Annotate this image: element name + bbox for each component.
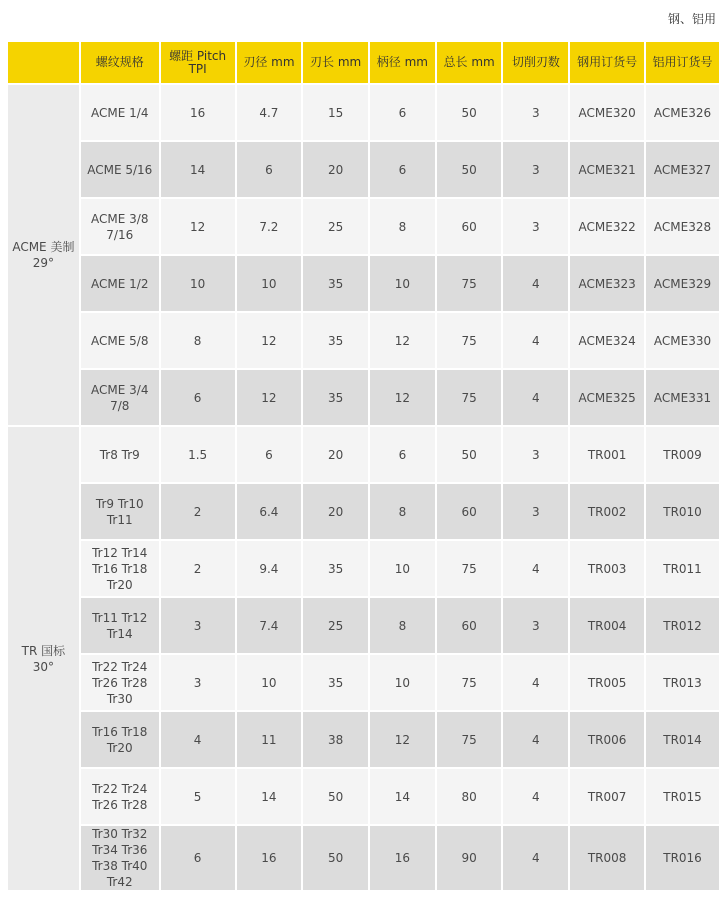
table-row bbox=[8, 826, 719, 890]
header-pitch: 螺距 Pitch TPI bbox=[161, 42, 235, 83]
pitch-cell: 3 bbox=[161, 598, 235, 653]
shank-diameter-cell: 8 bbox=[370, 199, 435, 254]
pitch-cell: 8 bbox=[161, 313, 235, 368]
thread-spec-cell: ACME 1/2 bbox=[81, 256, 159, 311]
shank-diameter-cell: 12 bbox=[370, 712, 435, 767]
table-row bbox=[8, 370, 719, 425]
total-length-cell: 50 bbox=[437, 85, 502, 140]
cutting-length-cell: 50 bbox=[303, 826, 368, 890]
aluminum-order-cell: ACME330 bbox=[646, 313, 719, 368]
table-row bbox=[8, 313, 719, 368]
table-row bbox=[8, 541, 719, 596]
total-length-cell: 60 bbox=[437, 199, 502, 254]
aluminum-order-cell: TR012 bbox=[646, 598, 719, 653]
steel-order-cell: ACME323 bbox=[570, 256, 644, 311]
pitch-cell: 14 bbox=[161, 142, 235, 197]
header-aluminum-order-no: 铝用订货号 bbox=[646, 42, 719, 83]
pitch-cell: 2 bbox=[161, 541, 235, 596]
total-length-cell: 75 bbox=[437, 655, 502, 710]
header-row bbox=[8, 42, 719, 83]
flutes-cell: 3 bbox=[503, 85, 568, 140]
flutes-cell: 3 bbox=[503, 598, 568, 653]
cutting-length-cell: 25 bbox=[303, 199, 368, 254]
header-cutting-length: 刃长 mm bbox=[303, 42, 368, 83]
group-label: TR 国标 30° bbox=[8, 427, 79, 890]
flutes-cell: 4 bbox=[503, 712, 568, 767]
total-length-cell: 75 bbox=[437, 541, 502, 596]
aluminum-order-cell: ACME328 bbox=[646, 199, 719, 254]
pitch-cell: 12 bbox=[161, 199, 235, 254]
header-thread-spec: 螺纹规格 bbox=[81, 42, 159, 83]
cutting-length-cell: 15 bbox=[303, 85, 368, 140]
aluminum-order-cell: ACME331 bbox=[646, 370, 719, 425]
thread-spec-cell: Tr12 Tr14 Tr16 Tr18 Tr20 bbox=[81, 541, 159, 596]
total-length-cell: 75 bbox=[437, 370, 502, 425]
material-note: 钢、铝用 bbox=[667, 12, 716, 26]
steel-order-cell: TR001 bbox=[570, 427, 644, 482]
cutting-length-cell: 20 bbox=[303, 142, 368, 197]
table-row bbox=[8, 85, 719, 140]
pitch-cell: 6 bbox=[161, 826, 235, 890]
thread-spec-cell: Tr22 Tr24 Tr26 Tr28 Tr30 bbox=[81, 655, 159, 710]
cutting-diameter-cell: 12 bbox=[237, 313, 302, 368]
table-row bbox=[8, 484, 719, 539]
flutes-cell: 4 bbox=[503, 313, 568, 368]
table-row bbox=[8, 256, 719, 311]
shank-diameter-cell: 8 bbox=[370, 484, 435, 539]
cutting-length-cell: 20 bbox=[303, 484, 368, 539]
cutting-diameter-cell: 10 bbox=[237, 655, 302, 710]
thread-spec-cell: Tr11 Tr12 Tr14 bbox=[81, 598, 159, 653]
shank-diameter-cell: 10 bbox=[370, 541, 435, 596]
shank-diameter-cell: 10 bbox=[370, 655, 435, 710]
pitch-cell: 2 bbox=[161, 484, 235, 539]
group-label: ACME 美制 29° bbox=[8, 85, 79, 425]
total-length-cell: 75 bbox=[437, 313, 502, 368]
table-row bbox=[8, 142, 719, 197]
total-length-cell: 60 bbox=[437, 598, 502, 653]
header-group bbox=[8, 42, 79, 83]
flutes-cell: 3 bbox=[503, 142, 568, 197]
cutting-diameter-cell: 6 bbox=[237, 142, 302, 197]
table-row bbox=[8, 199, 719, 254]
aluminum-order-cell: TR014 bbox=[646, 712, 719, 767]
cutting-diameter-cell: 12 bbox=[237, 370, 302, 425]
header-shank-diameter: 柄径 mm bbox=[370, 42, 435, 83]
thread-spec-cell: ACME 3/4 7/8 bbox=[81, 370, 159, 425]
thread-mill-spec-table bbox=[6, 40, 721, 892]
cutting-diameter-cell: 6 bbox=[237, 427, 302, 482]
shank-diameter-cell: 12 bbox=[370, 313, 435, 368]
shank-diameter-cell: 16 bbox=[370, 826, 435, 890]
total-length-cell: 75 bbox=[437, 256, 502, 311]
thread-spec-cell: ACME 3/8 7/16 bbox=[81, 199, 159, 254]
flutes-cell: 4 bbox=[503, 655, 568, 710]
flutes-cell: 4 bbox=[503, 826, 568, 890]
header-steel-order-no: 钢用订货号 bbox=[570, 42, 644, 83]
shank-diameter-cell: 14 bbox=[370, 769, 435, 824]
cutting-length-cell: 25 bbox=[303, 598, 368, 653]
cutting-length-cell: 35 bbox=[303, 313, 368, 368]
cutting-length-cell: 20 bbox=[303, 427, 368, 482]
thread-spec-cell: ACME 1/4 bbox=[81, 85, 159, 140]
thread-spec-cell: ACME 5/8 bbox=[81, 313, 159, 368]
cutting-diameter-cell: 6.4 bbox=[237, 484, 302, 539]
table-row bbox=[8, 427, 719, 482]
table-row bbox=[8, 712, 719, 767]
flutes-cell: 4 bbox=[503, 370, 568, 425]
cutting-length-cell: 35 bbox=[303, 256, 368, 311]
pitch-cell: 3 bbox=[161, 655, 235, 710]
steel-order-cell: TR004 bbox=[570, 598, 644, 653]
header-total-length: 总长 mm bbox=[437, 42, 502, 83]
cutting-length-cell: 38 bbox=[303, 712, 368, 767]
pitch-cell: 6 bbox=[161, 370, 235, 425]
cutting-diameter-cell: 11 bbox=[237, 712, 302, 767]
steel-order-cell: TR007 bbox=[570, 769, 644, 824]
cutting-length-cell: 35 bbox=[303, 541, 368, 596]
aluminum-order-cell: TR015 bbox=[646, 769, 719, 824]
table-row bbox=[8, 655, 719, 710]
pitch-cell: 5 bbox=[161, 769, 235, 824]
steel-order-cell: TR006 bbox=[570, 712, 644, 767]
aluminum-order-cell: ACME329 bbox=[646, 256, 719, 311]
pitch-cell: 4 bbox=[161, 712, 235, 767]
thread-spec-cell: Tr8 Tr9 bbox=[81, 427, 159, 482]
shank-diameter-cell: 6 bbox=[370, 427, 435, 482]
cutting-length-cell: 35 bbox=[303, 370, 368, 425]
steel-order-cell: TR002 bbox=[570, 484, 644, 539]
thread-spec-cell: ACME 5/16 bbox=[81, 142, 159, 197]
pitch-cell: 16 bbox=[161, 85, 235, 140]
aluminum-order-cell: TR013 bbox=[646, 655, 719, 710]
shank-diameter-cell: 12 bbox=[370, 370, 435, 425]
cutting-length-cell: 35 bbox=[303, 655, 368, 710]
thread-spec-cell: Tr22 Tr24 Tr26 Tr28 bbox=[81, 769, 159, 824]
aluminum-order-cell: ACME327 bbox=[646, 142, 719, 197]
aluminum-order-cell: TR010 bbox=[646, 484, 719, 539]
steel-order-cell: ACME324 bbox=[570, 313, 644, 368]
steel-order-cell: ACME322 bbox=[570, 199, 644, 254]
flutes-cell: 4 bbox=[503, 769, 568, 824]
cutting-diameter-cell: 14 bbox=[237, 769, 302, 824]
total-length-cell: 75 bbox=[437, 712, 502, 767]
shank-diameter-cell: 8 bbox=[370, 598, 435, 653]
total-length-cell: 60 bbox=[437, 484, 502, 539]
table-row bbox=[8, 769, 719, 824]
cutting-length-cell: 50 bbox=[303, 769, 368, 824]
cutting-diameter-cell: 9.4 bbox=[237, 541, 302, 596]
flutes-cell: 4 bbox=[503, 256, 568, 311]
steel-order-cell: TR008 bbox=[570, 826, 644, 890]
cutting-diameter-cell: 4.7 bbox=[237, 85, 302, 140]
aluminum-order-cell: TR011 bbox=[646, 541, 719, 596]
aluminum-order-cell: ACME326 bbox=[646, 85, 719, 140]
shank-diameter-cell: 6 bbox=[370, 85, 435, 140]
shank-diameter-cell: 10 bbox=[370, 256, 435, 311]
total-length-cell: 50 bbox=[437, 142, 502, 197]
steel-order-cell: ACME325 bbox=[570, 370, 644, 425]
table-body bbox=[8, 85, 719, 890]
steel-order-cell: ACME321 bbox=[570, 142, 644, 197]
shank-diameter-cell: 6 bbox=[370, 142, 435, 197]
total-length-cell: 80 bbox=[437, 769, 502, 824]
flutes-cell: 4 bbox=[503, 541, 568, 596]
steel-order-cell: ACME320 bbox=[570, 85, 644, 140]
table-row bbox=[8, 598, 719, 653]
total-length-cell: 50 bbox=[437, 427, 502, 482]
thread-spec-cell: Tr9 Tr10 Tr11 bbox=[81, 484, 159, 539]
cutting-diameter-cell: 7.4 bbox=[237, 598, 302, 653]
header-flutes: 切削刃数 bbox=[503, 42, 568, 83]
aluminum-order-cell: TR016 bbox=[646, 826, 719, 890]
pitch-cell: 10 bbox=[161, 256, 235, 311]
cutting-diameter-cell: 16 bbox=[237, 826, 302, 890]
thread-spec-cell: Tr16 Tr18 Tr20 bbox=[81, 712, 159, 767]
cutting-diameter-cell: 10 bbox=[237, 256, 302, 311]
cutting-diameter-cell: 7.2 bbox=[237, 199, 302, 254]
thread-spec-cell: Tr30 Tr32 Tr34 Tr36 Tr38 Tr40 Tr42 bbox=[81, 826, 159, 890]
flutes-cell: 3 bbox=[503, 484, 568, 539]
aluminum-order-cell: TR009 bbox=[646, 427, 719, 482]
flutes-cell: 3 bbox=[503, 199, 568, 254]
steel-order-cell: TR003 bbox=[570, 541, 644, 596]
pitch-cell: 1.5 bbox=[161, 427, 235, 482]
steel-order-cell: TR005 bbox=[570, 655, 644, 710]
total-length-cell: 90 bbox=[437, 826, 502, 890]
header-cutting-diameter: 刃径 mm bbox=[237, 42, 302, 83]
flutes-cell: 3 bbox=[503, 427, 568, 482]
